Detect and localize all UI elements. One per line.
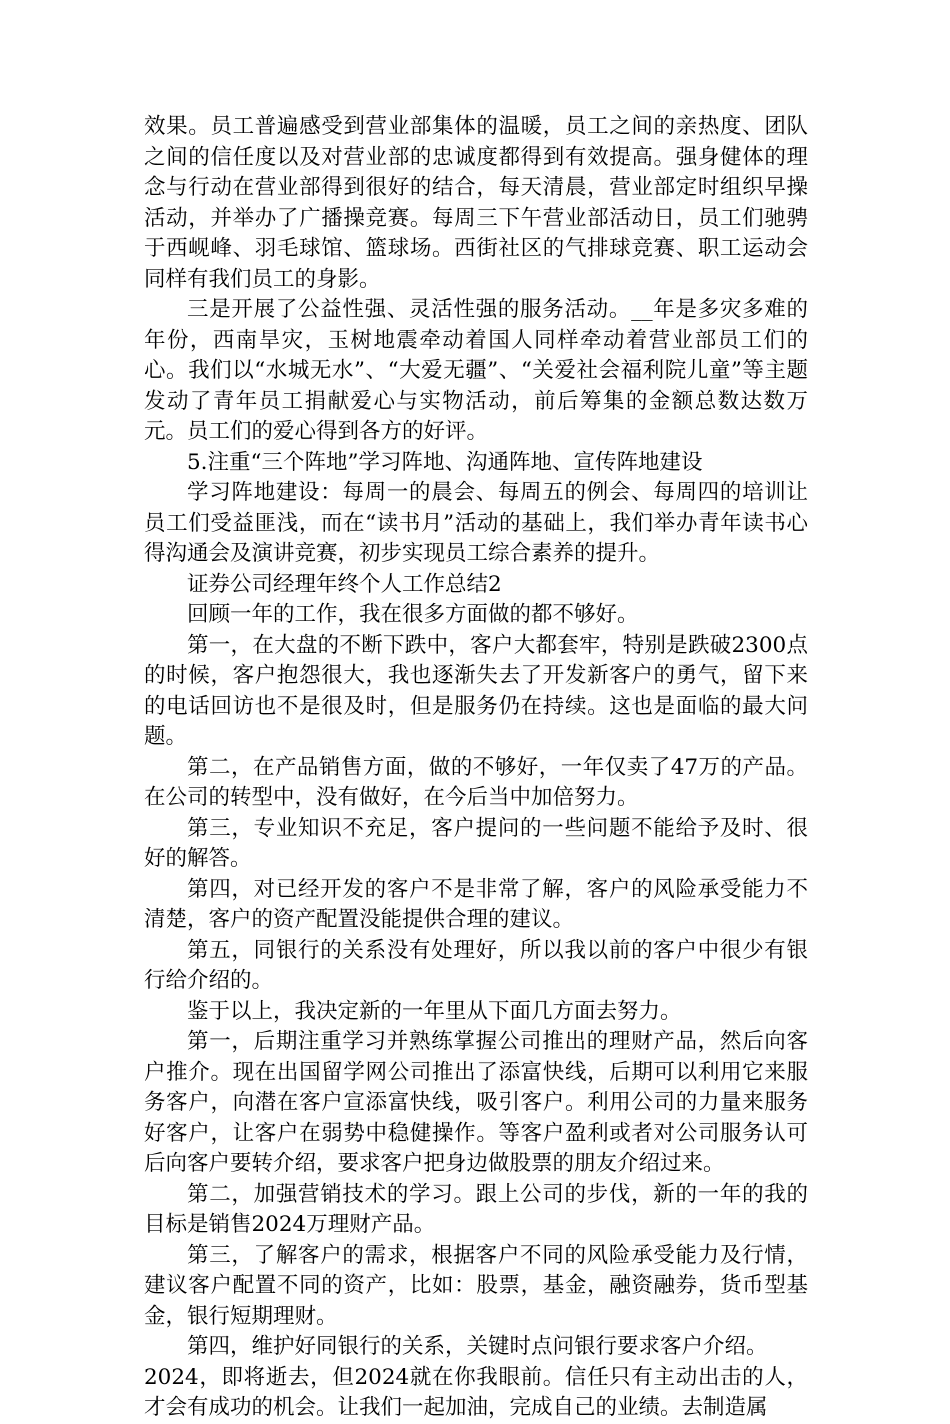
paragraph: 回顾一年的工作，我在很多方面做的都不够好。 bbox=[187, 602, 639, 627]
paragraph: 第四，对已经开发的客户不是非常了解，客户的风险承受能力不清楚，客户的资产配置没能提供合理的建议。 bbox=[144, 876, 808, 932]
paragraph: 第二，在产品销售方面，做的不够好，一年仅卖了47万的产品。在公司的转型中，没有做好，在今后当中加倍努力。 bbox=[144, 754, 808, 810]
section-heading: 5.注重“三个阵地”学习阵地、沟通阵地、宣传阵地建设 bbox=[187, 449, 703, 475]
paragraph: 效果。员工普遍感受到营业部集体的温暖，员工之间的亲热度、团队之间的信任度以及对营业部的忠诚度都得到有效提高。强身健体的理念与行动在营业部得到很好的结合，每天清晨，营业部定时组织早操活动，并举办了广播操竞赛。每周三下午营业部活动日，员工们驰骋于西岘峰、羽毛球馆、篮球场。西街社区的气排球竞赛、职工运动会同样有我们员工的身影。 bbox=[144, 114, 808, 292]
paragraph: 学习阵地建设：每周一的晨会、每周五的例会、每周四的培训让员工们受益匪浅，而在“读书月”活动的基础上，我们举办青年读书心得沟通会及演讲竞赛，初步实现员工综合素养的提升。 bbox=[144, 480, 808, 566]
paragraph: 第三，专业知识不充足，客户提问的一些问题不能给予及时、很好的解答。 bbox=[144, 815, 808, 871]
paragraph: 第四，维护好同银行的关系，关键时点问银行要求客户介绍。 bbox=[187, 1334, 768, 1359]
paragraph: 第三，了解客户的需求，根据客户不同的风险承受能力及行情，建议客户配置不同的资产，比如：股票，基金，融资融券，货币型基金，银行短期理财。 bbox=[144, 1242, 808, 1329]
document-body bbox=[144, 112, 808, 1424]
paragraph: 2024，即将逝去，但2024就在你我眼前。信任只有主动出击的人，才会有成功的机会。让我们一起加油，完成自己的业绩。去制造属 bbox=[144, 1364, 808, 1420]
paragraph: 三是开展了公益性强、灵活性强的服务活动。__年是多灾多难的年份，西南旱灾，玉树地震牵动着国人同样牵动着营业部员工们的心。我们以“水城无水”、“大爱无疆”、“关爱社会福利院儿童”等主题发动了青年员工捐献爱心与实物活动，前后筹集的金额总数达数万元。员工们的爱心得到各方的好评。 bbox=[144, 297, 808, 444]
paragraph: 鉴于以上，我决定新的一年里从下面几方面去努力。 bbox=[187, 998, 682, 1024]
document-title: 证券公司经理年终个人工作总结2 bbox=[187, 571, 502, 597]
paragraph: 第五，同银行的关系没有处理好，所以我以前的客户中很少有银行给介绍的。 bbox=[144, 937, 808, 993]
paragraph: 第一，在大盘的不断下跌中，客户大都套牢，特别是跌破2300点的时候，客户抱怨很大，我也逐渐失去了开发新客户的勇气，留下来的电话回访也不是很及时，但是服务仍在持续。这也是面临的最大问题。 bbox=[144, 632, 808, 749]
paragraph: 第二，加强营销技术的学习。跟上公司的步伐，新的一年的我的目标是销售2024万理财产品。 bbox=[144, 1181, 808, 1237]
paragraph: 第一，后期注重学习并熟练掌握公司推出的理财产品，然后向客户推介。现在出国留学网公司推出了添富快线，后期可以利用它来服务客户，向潜在客户宣添富快线，吸引客户。利用公司的力量来服务好客户，让客户在弱势中稳健操作。等客户盈利或者对公司服务认可后向客户要转介绍，要求客户把身边做股票的朋友介绍过来。 bbox=[144, 1029, 808, 1176]
